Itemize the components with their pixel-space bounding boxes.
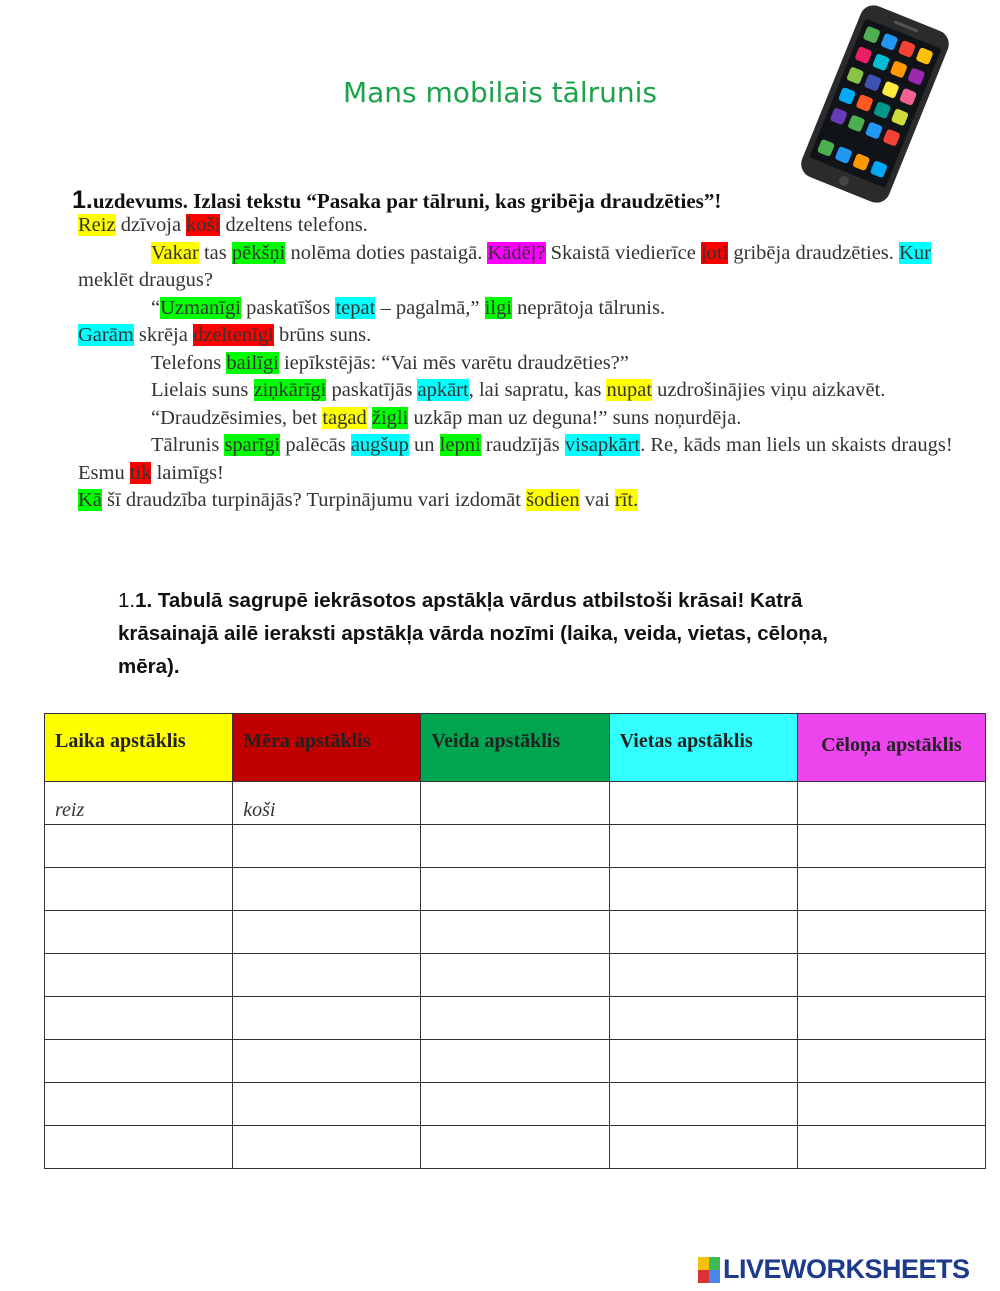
answer-cell[interactable] (609, 782, 797, 825)
story-fragment: tas (198, 241, 232, 264)
highlighted-adverb: nupat (606, 379, 653, 401)
answer-cell[interactable] (797, 1126, 985, 1169)
answer-cell[interactable] (421, 911, 609, 954)
highlighted-adverb: šodien (526, 489, 580, 511)
table-row (45, 825, 986, 868)
answer-cell[interactable] (609, 1083, 797, 1126)
story-line (78, 295, 968, 323)
smartphone-icon (800, 4, 950, 204)
adverb-table (44, 713, 986, 1169)
highlighted-adverb: dzeltenīgi (192, 324, 274, 346)
answer-cell[interactable] (45, 1083, 233, 1126)
highlighted-adverb: ļoti (700, 241, 729, 264)
answer-cell[interactable] (233, 825, 421, 868)
answer-cell[interactable] (45, 997, 233, 1040)
answer-cell[interactable] (609, 1040, 797, 1083)
story-fragment: , lai sapratu, kas (468, 379, 607, 401)
highlighted-adverb: Vakar (151, 241, 199, 264)
answer-cell[interactable]: koši (233, 782, 421, 825)
header-veida: Veida apstāklis (421, 714, 609, 782)
instruction-text: 1. Tabulā sagrupē iekrāsotos apstākļa vārdus atbilstoši krāsai! Katrā krāsainajā ailē ieraksti apstākļa vārda nozīmi (laika, veida, vietas, cēloņa, mēra). (118, 589, 828, 678)
story-line (78, 240, 968, 295)
answer-cell[interactable] (609, 825, 797, 868)
table-row (45, 1126, 986, 1169)
story-fragment: vai (579, 489, 615, 511)
highlighted-adverb: pēkšņi (231, 241, 286, 264)
story-fragment: meklēt draugus? (78, 269, 213, 291)
story-fragment: Telefons (151, 351, 227, 374)
header-laika: Laika apstāklis (45, 714, 233, 782)
table-row (45, 782, 986, 825)
story-text (78, 212, 968, 515)
story-fragment: nolēma doties pastaigā. (285, 241, 488, 264)
answer-cell[interactable] (797, 954, 985, 997)
answer-cell[interactable] (609, 868, 797, 911)
highlighted-adverb: rīt. (614, 489, 639, 511)
story-fragment: Tālrunis (151, 434, 225, 456)
highlighted-adverb: Reiz (78, 214, 116, 236)
story-fragment: “Draudzēsimies, bet (151, 406, 323, 429)
task-heading (72, 186, 721, 215)
answer-cell[interactable] (797, 911, 985, 954)
answer-cell[interactable] (233, 997, 421, 1040)
answer-cell[interactable] (233, 1083, 421, 1126)
story-line (78, 432, 968, 487)
story-fragment: iepīkstējās: “Vai mēs varētu draudzēties?” (278, 351, 629, 374)
answer-cell[interactable] (233, 1040, 421, 1083)
story-fragment: – pagalmā,” (375, 296, 485, 319)
story-fragment: un (408, 434, 440, 456)
highlighted-adverb: apkārt (417, 379, 469, 401)
highlighted-adverb: Kā (78, 489, 102, 511)
table-row (45, 911, 986, 954)
story-fragment: paskatījās (326, 379, 418, 401)
story-fragment: . Re, kāds man liels un skaists draugs! Esmu (78, 434, 953, 484)
highlighted-adverb: visapkārt (564, 434, 641, 456)
table-row (45, 1083, 986, 1126)
highlighted-adverb: bailīgi (226, 351, 279, 374)
highlighted-adverb: augšup (350, 434, 409, 456)
highlighted-adverb: tagad (322, 406, 367, 429)
story-fragment: skrēja (133, 324, 193, 346)
table-header-row (45, 714, 986, 782)
logo-blocks-icon (698, 1257, 720, 1283)
story-fragment: “ (151, 296, 161, 319)
answer-cell[interactable] (797, 782, 985, 825)
liveworksheets-logo (698, 1254, 970, 1285)
story-line (78, 322, 968, 350)
header-celona: Cēloņa apstāklis (797, 714, 985, 782)
answer-cell[interactable] (797, 997, 985, 1040)
header-mera: Mēra apstāklis (233, 714, 421, 782)
answer-cell[interactable] (609, 954, 797, 997)
highlighted-adverb: lepni (439, 434, 481, 456)
story-fragment: brūns suns. (273, 324, 372, 346)
story-fragment: Lielais suns (151, 379, 254, 401)
story-line (78, 212, 968, 240)
highlighted-adverb: Garām (78, 324, 134, 346)
story-fragment: Skaistā viedierīce (545, 241, 701, 264)
answer-cell[interactable] (233, 954, 421, 997)
instruction (118, 584, 878, 683)
highlighted-adverb: tik (129, 461, 152, 484)
story-fragment: paskatīšos (240, 296, 336, 319)
answer-cell[interactable] (421, 954, 609, 997)
answer-cell[interactable] (421, 997, 609, 1040)
story-fragment: uzkāp man uz deguna!” suns noņurdēja. (408, 406, 742, 429)
story-line (78, 377, 968, 405)
story-fragment: neprātoja tālrunis. (511, 296, 666, 319)
answer-cell[interactable] (45, 825, 233, 868)
answer-cell[interactable] (797, 1083, 985, 1126)
highlighted-adverb: Uzmanīgi (160, 296, 241, 319)
answer-cell[interactable] (797, 825, 985, 868)
task-number: 1. (72, 186, 93, 214)
answer-cell[interactable] (797, 1040, 985, 1083)
story-fragment: šī draudzība turpinājās? Turpinājumu vari izdomāt (101, 489, 527, 511)
story-fragment: palēcās (280, 434, 351, 456)
answer-cell[interactable] (421, 1040, 609, 1083)
answer-cell[interactable] (609, 911, 797, 954)
answer-cell[interactable] (421, 1126, 609, 1169)
answer-cell[interactable] (45, 1126, 233, 1169)
header-vietas: Vietas apstāklis (609, 714, 797, 782)
highlighted-adverb: Kur (899, 241, 931, 264)
logo-text: LIVEWORKSHEETS (723, 1254, 970, 1284)
answer-cell[interactable] (421, 825, 609, 868)
answer-cell[interactable] (45, 1040, 233, 1083)
page-title: Mans mobilais tālrunis (342, 76, 657, 109)
highlighted-adverb: ilgi (484, 296, 512, 319)
answer-cell[interactable] (609, 997, 797, 1040)
story-fragment: laimīgs! (151, 461, 224, 484)
table-row (45, 1040, 986, 1083)
answer-cell[interactable] (45, 954, 233, 997)
answer-cell[interactable] (421, 1083, 609, 1126)
story-fragment: dzeltens telefons. (220, 214, 368, 236)
highlighted-adverb: sparīgi (224, 434, 281, 456)
highlighted-adverb: koši (186, 214, 221, 236)
highlighted-adverb: ziņkārīgi (253, 379, 327, 401)
answer-cell[interactable]: reiz (45, 782, 233, 825)
answer-cell[interactable] (233, 1126, 421, 1169)
story-fragment: gribēja draudzēties. (728, 241, 900, 264)
story-fragment: uzdrošinājies viņu aizkavēt. (652, 379, 886, 401)
story-fragment: raudzījās (480, 434, 565, 456)
story-line (78, 487, 968, 515)
answer-cell[interactable] (233, 868, 421, 911)
story-fragment: dzīvoja (115, 214, 187, 236)
instruction-prefix: 1. (118, 589, 136, 612)
table-row (45, 868, 986, 911)
answer-cell[interactable] (421, 782, 609, 825)
table-row (45, 954, 986, 997)
highlighted-adverb: tepat (335, 296, 376, 319)
highlighted-adverb: Kādēļ? (487, 241, 546, 264)
table-row (45, 997, 986, 1040)
answer-cell[interactable] (609, 1126, 797, 1169)
answer-cell[interactable] (45, 911, 233, 954)
highlighted-adverb: žigli (371, 406, 409, 429)
answer-cell[interactable] (797, 868, 985, 911)
answer-cell[interactable] (421, 868, 609, 911)
task-text: uzdevums. Izlasi tekstu “Pasaka par tālruni, kas gribēja draudzēties”! (92, 189, 722, 213)
answer-cell[interactable] (45, 868, 233, 911)
answer-cell[interactable] (233, 911, 421, 954)
story-line (78, 405, 968, 433)
story-line (78, 350, 968, 378)
